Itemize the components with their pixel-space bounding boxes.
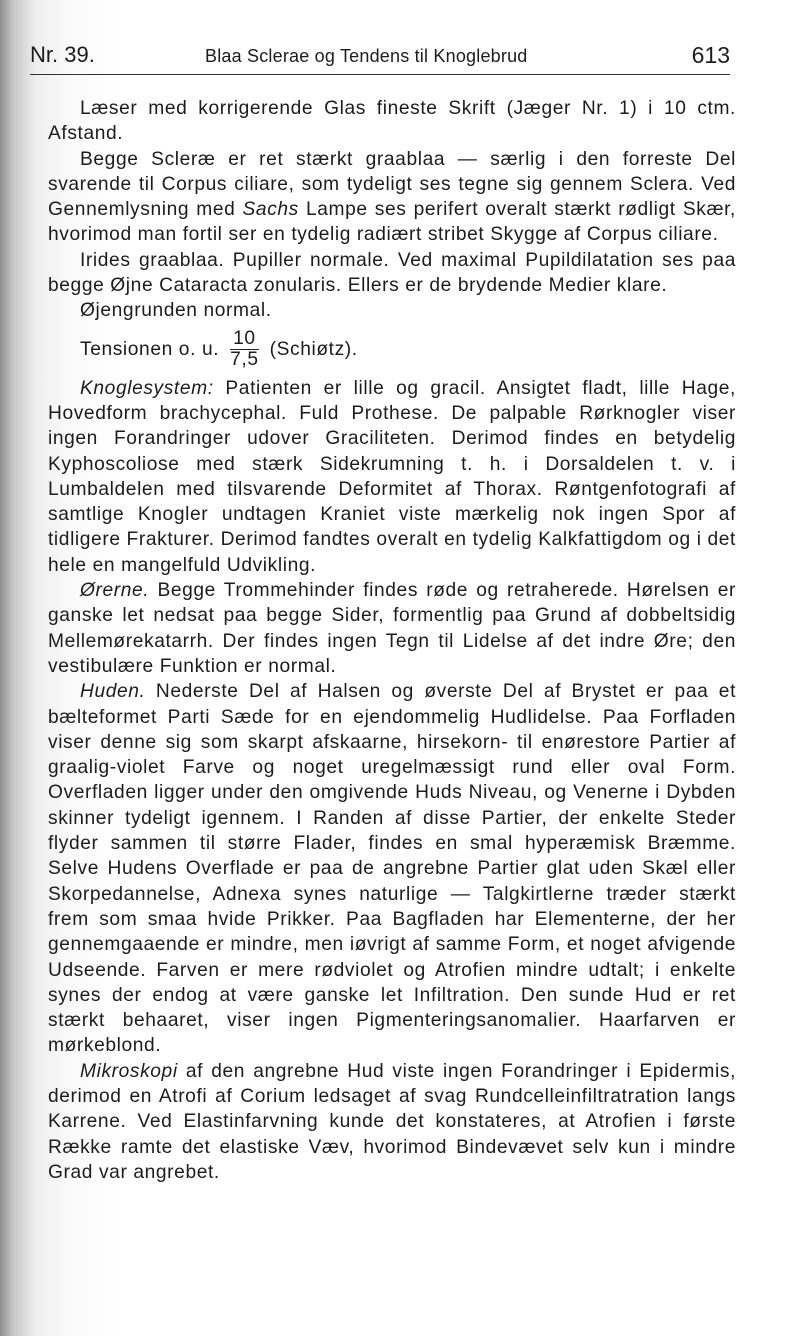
paragraph-fundus: Øjengrunden normal. — [80, 300, 272, 322]
paragraph-skeleton: Knoglesystem: Patienten er lille og gracil. Ansigtet fladt, lille Hage, Hovedform brachycephal. Fuld Prothese. De palpable Rørknogler viser ingen Forandringer udover Graciliteten. Derimod findes en betydelig Kyphoscoliose med stærk Sidekrumning t. h. i Dorsaldelen t. v. i Lumbaldelen med tilsvarende Deformitet af Thorax. Røntgenfotografi af samtlige Knogler undtagen Kraniet viste mærkelig nok ingen Spor af tidligere Frakturer. Derimod fandtes overalt en tydelig Kalkfattigdom og i det hele en mangelfuld Udvikling. — [48, 377, 736, 576]
running-title: Blaa Sclerae og Tendens til Knoglebrud — [205, 46, 528, 66]
tension-numerator: 10 — [230, 329, 259, 350]
tension-fraction — [227, 329, 261, 370]
tension-denominator: 7,5 — [230, 349, 259, 371]
issue-number: Nr. 39. — [30, 42, 95, 67]
tension-suffix: (Schiøtz). — [269, 339, 358, 361]
heading-mikroskopi: Mikroskopi — [80, 1060, 178, 1082]
header-rule — [30, 74, 730, 75]
paragraph-ears: Ørerne. Begge Trommehinder findes røde og retraherede. Hørelsen er ganske let nedsat paa begge Sider, formentlig paa Grund af dobbeltsidig Mellemørekatarrh. Der findes ingen Tegn til Lidelse af det indre Øre; den vestibulære Funktion er normal. — [48, 580, 736, 677]
page-number: 613 — [691, 42, 730, 68]
running-header — [30, 42, 730, 82]
name-sachs: Sachs — [242, 199, 299, 221]
heading-knoglesystem: Knoglesystem: — [80, 377, 214, 399]
paragraph-reading: Læser med korrigerende Glas fineste Skrift (Jæger Nr. 1) i 10 ctm. Afstand. — [48, 98, 736, 145]
heading-ørerne: Ørerne. — [80, 580, 150, 602]
tension-line — [48, 324, 736, 376]
paragraph-skin: Huden. Nederste Del af Halsen og øverste Del af Brystet er paa et bælteformet Parti Sæde for en ejendommelig Hudlidelse. Paa Forfladen viser denne sig som skarpt afskaarne, hirsekorn- til enørestore Partier af graalig-violet Farve og noget uregelmæssigt rund eller oval Form. Overfladen ligger under den omgivende Huds Niveau, og Venerne i Dybden skinner tydeligt igennem. I Randen af disse Partier, der enkelte Steder flyder sammen til større Flader, findes en smal hyperæmisk Bræmme. Selve Hudens Overflade er paa de angrebne Partier glat uden Skæl eller Skorpedannelse, Adnexa synes naturlige — Talgkirtlerne træder stærkt frem som smaa hvide Prikker. Paa Bagfladen har Elementerne, der her gennemgaaende er mindre, men iøvrigt af samme Form, et noget afvigende Udseende. Farven er mere rødviolet og Atrofien mindre udtalt; i enkelte synes der endog at være ganske let Infiltration. Den sunde Hud er ret stærkt behaaret, viser ingen Pigmenteringsanomalier. Haarfarven er mørkeblond. — [48, 681, 736, 1057]
paragraph-microscopy: Mikroskopi af den angrebne Hud viste ingen Forandringer i Epidermis, derimod en Atrofi af Corium ledsaget af svag Rundcelleinfiltratration langs Karrene. Ved Elastinfarvning kunde det konstateres, at Atrofien i første Række ramte det elastiske Væv, hvorimod Bindevævet selv kun i mindre Grad var angrebet. — [48, 1060, 736, 1183]
tension-label: Tensionen o. u. — [80, 339, 220, 361]
heading-huden: Huden. — [80, 681, 146, 703]
paragraph-irides: Irides graablaa. Pupiller normale. Ved maximal Pupildilatation ses paa begge Øjne Cataracta zonularis. Ellers er de brydende Medier klare. — [48, 249, 736, 297]
article-body — [48, 96, 736, 1185]
paragraph-sclerae: Begge Scleræ er ret stærkt graablaa — særlig i den forreste Del svarende til Corpus ciliare, som tydeligt ses tegne sig gennem Sclera. Ved Gennemlysning med Sachs Lampe ses perifert overalt stærkt rødligt Skær, hvorimod man fortil ser en tydelig radiært stribet Skygge af Corpus ciliare. — [48, 148, 736, 246]
